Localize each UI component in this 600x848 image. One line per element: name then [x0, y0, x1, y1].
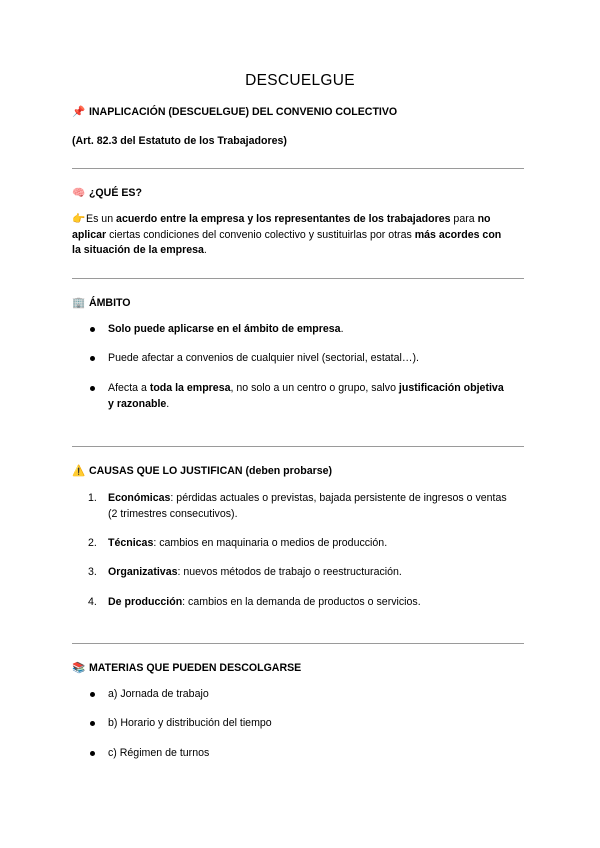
list-number: 3. — [88, 566, 97, 578]
text-run: . — [203, 244, 207, 256]
text-run: para — [450, 213, 478, 225]
definition-line-1 — [72, 211, 524, 227]
bullet-icon — [90, 692, 95, 697]
list-number: 1. — [88, 492, 97, 504]
definition-line-3 — [72, 242, 524, 258]
list-item: b) Horario y distribución del tiempo — [108, 717, 272, 729]
pushpin-icon: 📌 — [72, 106, 86, 118]
text-run: aplicar — [72, 229, 107, 241]
pointing-hand-icon: 👉 — [72, 213, 86, 225]
text-run: : pérdidas actuales o previstas, bajada persistente de ingresos o ventas — [170, 492, 507, 504]
text-run: . — [340, 323, 344, 335]
text-run: Económicas — [108, 492, 171, 504]
divider — [72, 643, 524, 644]
text-run: Técnicas — [108, 537, 154, 549]
text-run: : nuevos métodos de trabajo o reestructuración. — [177, 566, 402, 578]
text-run: no — [477, 213, 491, 225]
section-heading-ambito — [72, 295, 524, 311]
text-run: acuerdo entre la empresa y los representantes de los trabajadores — [116, 213, 451, 225]
section-heading-text: ¿QUÉ ES? — [88, 187, 142, 199]
list-item — [108, 321, 528, 337]
books-icon: 📚 — [72, 662, 86, 674]
text-run: : cambios en maquinaria o medios de producción. — [153, 537, 388, 549]
list-item: c) Régimen de turnos — [108, 747, 210, 759]
bullet-icon — [90, 327, 95, 332]
list-item — [108, 564, 528, 580]
bullet-icon — [90, 356, 95, 361]
text-run: : cambios en la demanda de productos o servicios. — [182, 596, 421, 608]
text-run: la situación de la empresa — [72, 244, 204, 256]
list-item: a) Jornada de trabajo — [108, 688, 209, 700]
divider — [72, 278, 524, 279]
list-item — [108, 380, 528, 412]
warning-icon: ⚠️ — [72, 465, 86, 477]
section-heading-materias — [72, 660, 524, 676]
divider — [72, 446, 524, 447]
text-run: y razonable — [108, 398, 167, 410]
list-number: 4. — [88, 596, 97, 608]
text-run: Organizativas — [108, 566, 178, 578]
main-heading-text: INAPLICACIÓN (DESCUELGUE) DEL CONVENIO COLECTIVO — [88, 106, 398, 118]
section-heading-causas — [72, 463, 524, 479]
list-item — [108, 594, 528, 610]
text-run: toda la empresa — [149, 382, 231, 394]
bullet-icon — [90, 751, 95, 756]
text-run: , no solo a un centro o grupo, salvo — [230, 382, 399, 394]
list-number: 2. — [88, 537, 97, 549]
divider — [72, 168, 524, 169]
definition-line-2 — [72, 227, 524, 243]
text-run: De producción — [108, 596, 183, 608]
text-run: ciertas condiciones del convenio colectivo y sustituirlas por otras — [106, 229, 415, 241]
main-heading — [72, 104, 524, 120]
brain-icon: 🧠 — [72, 187, 86, 199]
section-heading-text: CAUSAS QUE LO JUSTIFICAN (deben probarse) — [88, 465, 333, 477]
bullet-icon — [90, 386, 95, 391]
list-item — [108, 490, 528, 522]
text-run: (2 trimestres consecutivos). — [108, 508, 238, 520]
text-run: . — [166, 398, 170, 410]
text-run: Es un — [86, 213, 117, 225]
list-item — [108, 535, 528, 551]
office-building-icon: 🏢 — [72, 297, 86, 309]
sub-heading: (Art. 82.3 del Estatuto de los Trabajadores) — [72, 135, 287, 147]
text-run: Afecta a — [108, 382, 150, 394]
section-heading-que-es — [72, 185, 524, 201]
document-title: DESCUELGUE — [245, 72, 355, 89]
text-run: justificación objetiva — [398, 382, 504, 394]
list-item: Puede afectar a convenios de cualquier nivel (sectorial, estatal…). — [108, 352, 419, 364]
text-run: Solo puede aplicarse en el ámbito de empresa — [108, 323, 341, 335]
section-heading-text: ÁMBITO — [88, 297, 131, 309]
bullet-icon — [90, 721, 95, 726]
section-heading-text: MATERIAS QUE PUEDEN DESCOLGARSE — [88, 662, 302, 674]
text-run: más acordes con — [414, 229, 502, 241]
